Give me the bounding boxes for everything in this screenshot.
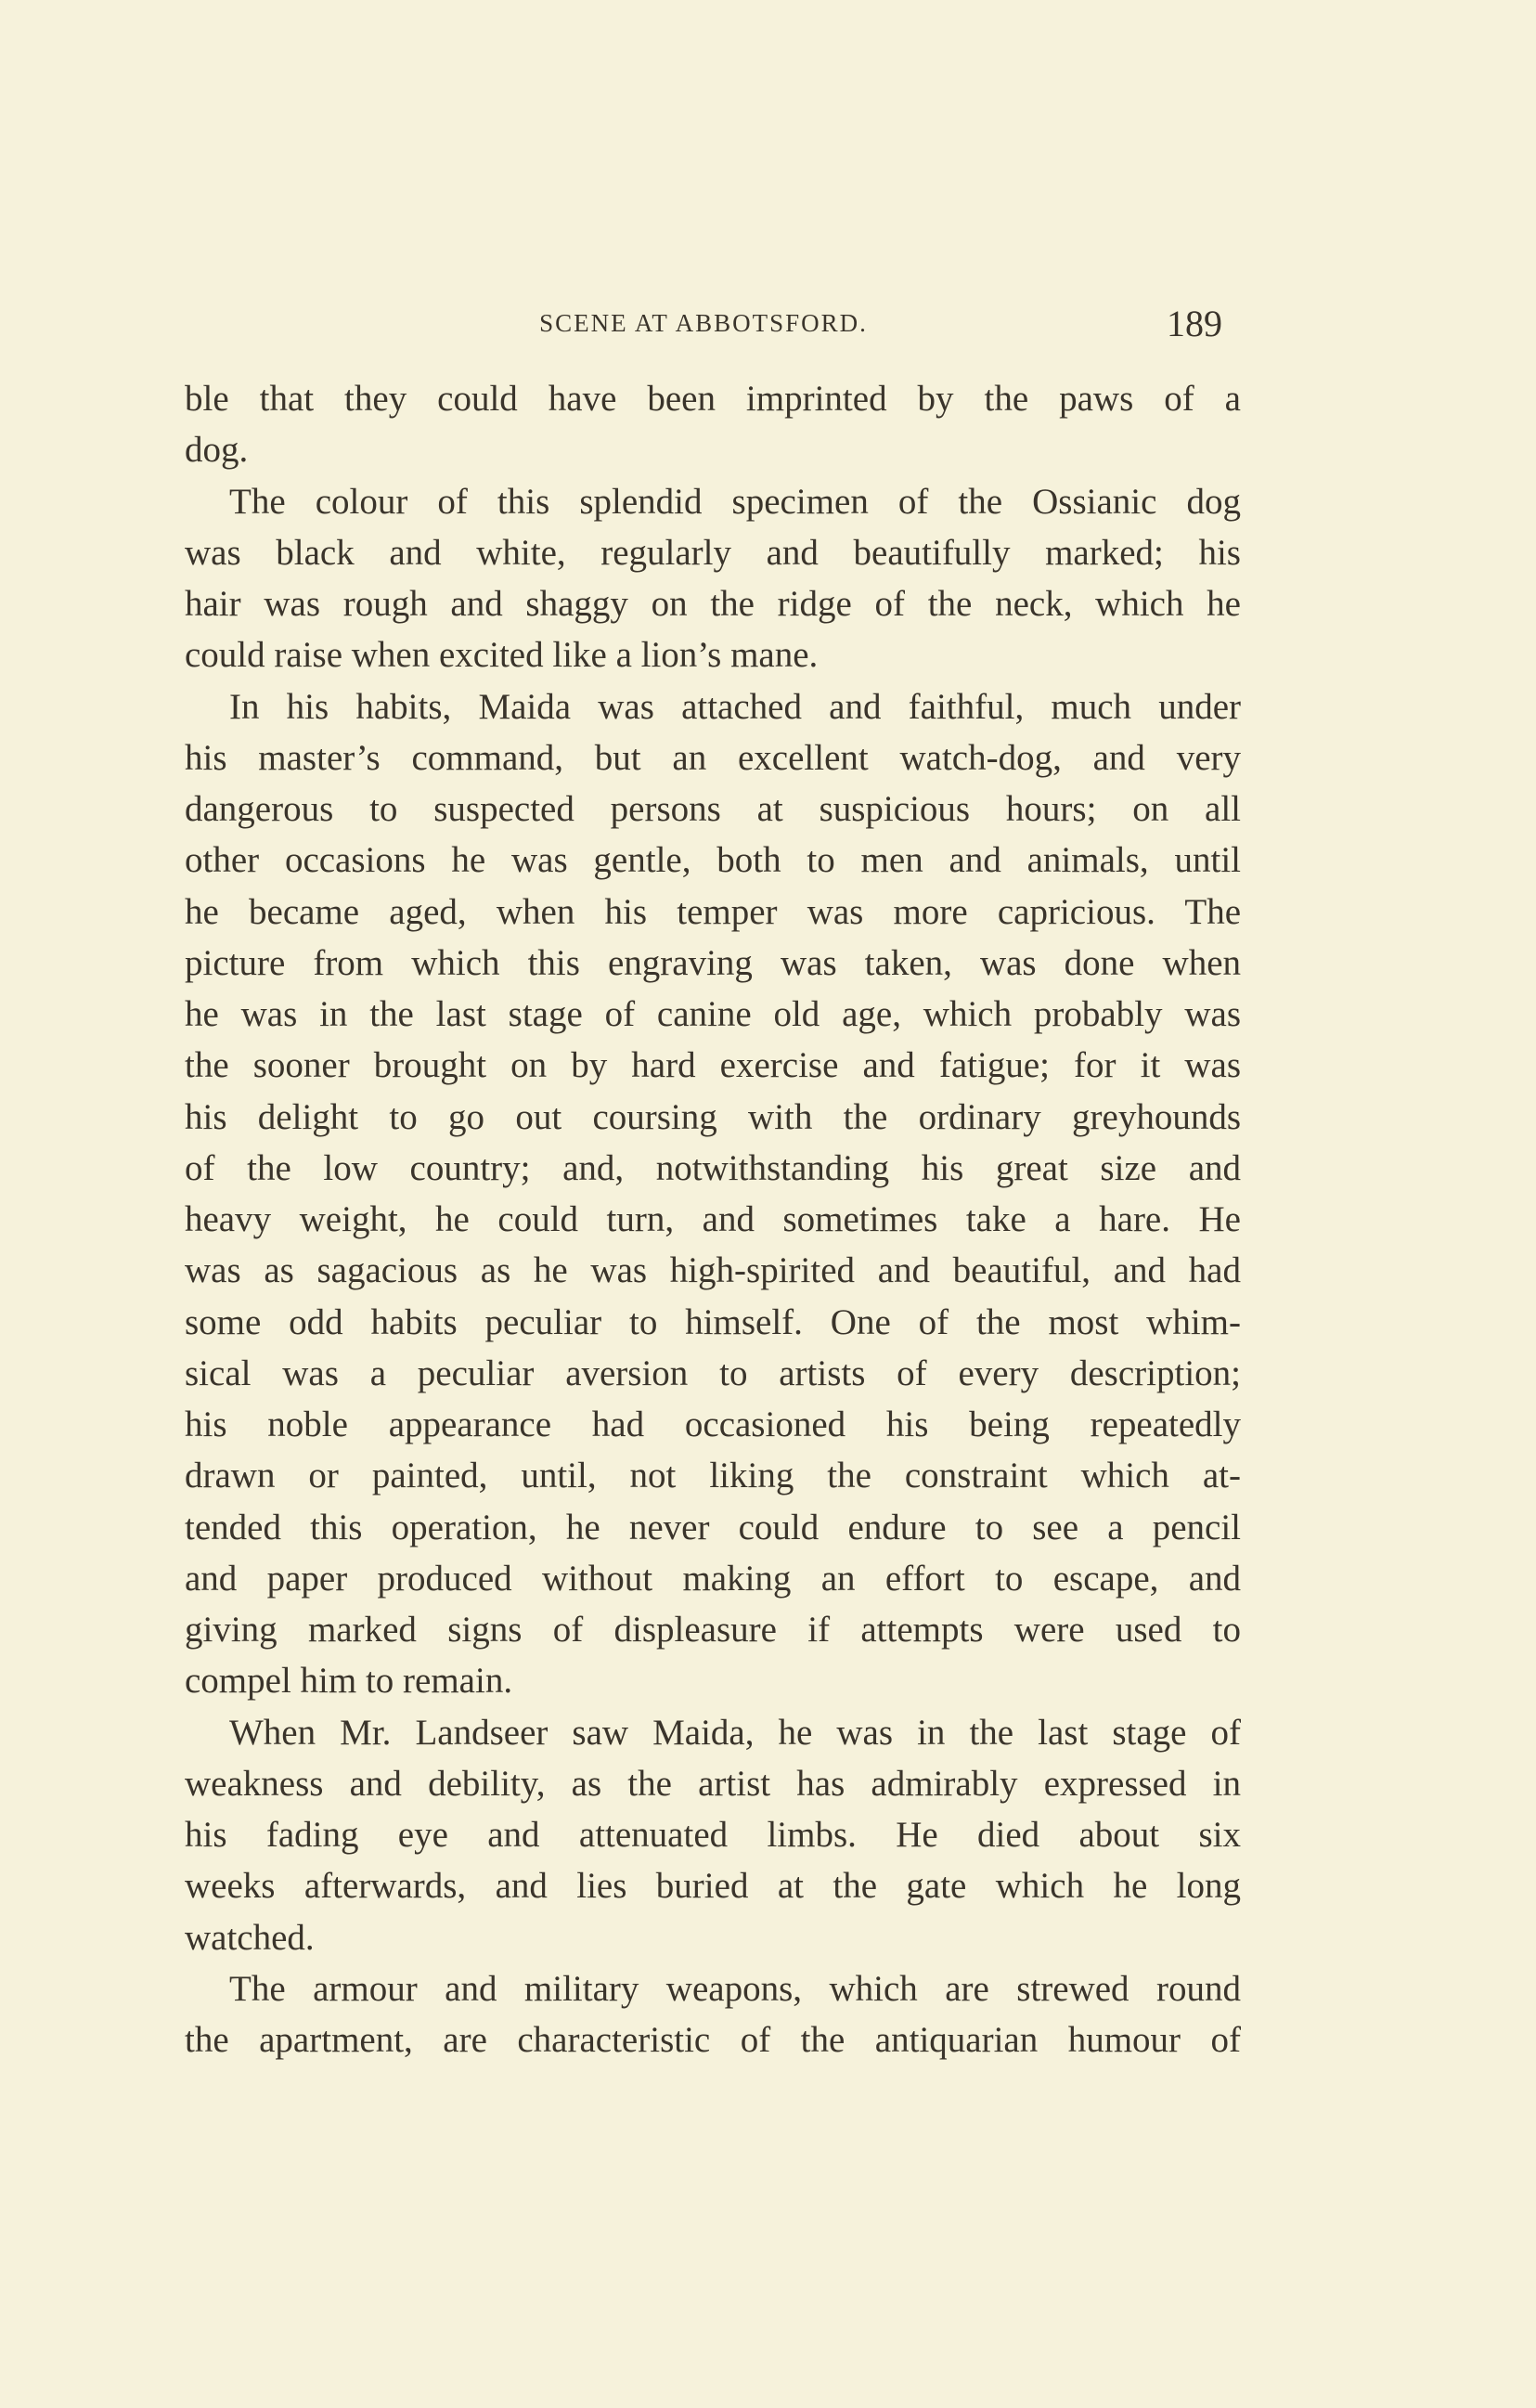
text-line: dog. <box>185 430 249 471</box>
text-line: drawn or painted, until, not liking the constraint which at- <box>185 1456 1241 1496</box>
text-line: dangerous to suspected persons at suspicious hours; on all <box>185 789 1241 829</box>
text-line: other occasions he was gentle, both to men and animals, until <box>185 840 1241 881</box>
text-line: was as sagacious as he was high-spirited and beautiful, and had <box>185 1250 1241 1291</box>
text-line: could raise when excited like a lion’s mane. <box>185 635 819 676</box>
page-header <box>185 302 1222 348</box>
text-line: the apartment, are characteristic of the antiquarian humour of <box>185 2020 1241 2060</box>
text-line: weakness and debility, as the artist has admirably expressed in <box>185 1763 1241 1804</box>
text-line: of the low country; and, notwithstanding his great size and <box>185 1147 1241 1188</box>
body-text <box>185 373 1241 2065</box>
text-line: giving marked signs of displeasure if attempts were used to <box>185 1610 1241 1650</box>
text-line: ble that they could have been imprinted by the paws of a <box>185 379 1241 419</box>
text-line: The colour of this splendid specimen of the Ossianic dog <box>229 481 1241 522</box>
text-line: watched. <box>185 1917 315 1958</box>
text-line: his master’s command, but an excellent watch-dog, and very <box>185 737 1241 778</box>
text-line: tended this operation, he never could endure to see a pencil <box>185 1507 1241 1547</box>
text-line: his delight to go out coursing with the ordinary greyhounds <box>185 1096 1241 1137</box>
text-line: he was in the last stage of canine old age, which probably was <box>185 994 1241 1034</box>
text-line: and paper produced without making an effort to escape, and <box>185 1558 1241 1599</box>
text-line: sical was a peculiar aversion to artists of every description; <box>185 1353 1241 1393</box>
text-line: his noble appearance had occasioned his being repeatedly <box>185 1405 1241 1444</box>
text-line: When Mr. Landseer saw Maida, he was in the last stage of <box>229 1712 1241 1753</box>
text-line: compel him to remain. <box>185 1661 513 1702</box>
text-line: hair was rough and shaggy on the ridge of the neck, which he <box>185 584 1241 624</box>
text-line: he became aged, when his temper was more capricious. The <box>185 891 1241 932</box>
text-line: The armour and military weapons, which are strewed round <box>229 1968 1241 2009</box>
text-line: In his habits, Maida was attached and faithful, much under <box>229 686 1241 727</box>
text-line: weeks afterwards, and lies buried at the gate which he long <box>185 1866 1241 1907</box>
text-line: was black and white, regularly and beautifully marked; his <box>185 532 1241 573</box>
text-line: his fading eye and attenuated limbs. He died about six <box>185 1815 1241 1855</box>
running-title: SCENE AT ABBOTSFORD. <box>539 309 868 337</box>
page-number: 189 <box>1167 303 1222 344</box>
text-line: picture from which this engraving was taken, was done when <box>185 942 1241 983</box>
text-line: some odd habits peculiar to himself. One of the most whim- <box>185 1301 1241 1342</box>
text-line: the sooner brought on by hard exercise and fatigue; for it was <box>185 1045 1241 1086</box>
text-line: heavy weight, he could turn, and sometimes take a hare. He <box>185 1199 1241 1239</box>
